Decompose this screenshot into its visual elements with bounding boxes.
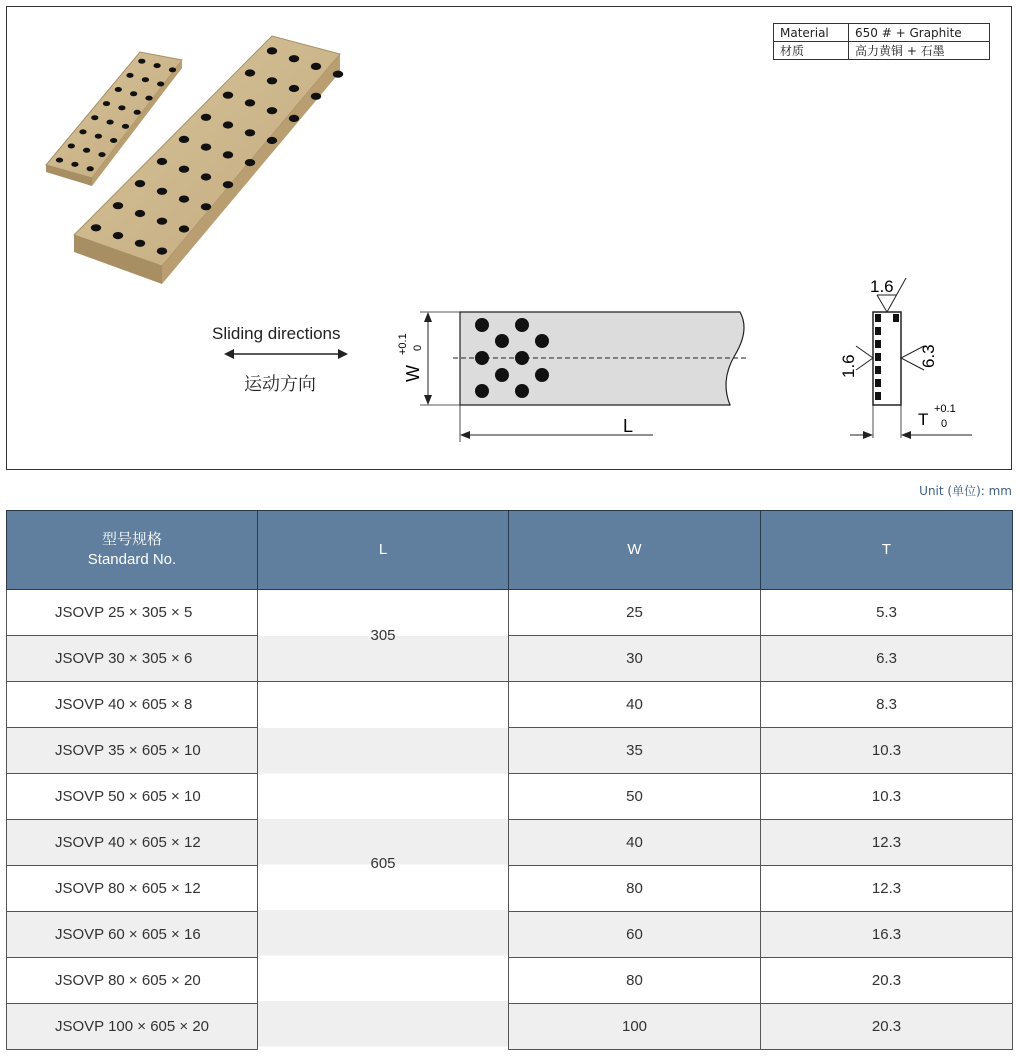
cell-t: 12.3 <box>761 866 1013 912</box>
graphite-hole <box>83 148 90 153</box>
cell-t: 12.3 <box>761 820 1013 866</box>
cell-t: 6.3 <box>761 636 1013 682</box>
l-value-305: 305 <box>370 627 396 644</box>
graphite-hole <box>179 225 189 232</box>
double-arrow-icon <box>224 347 348 361</box>
cell-model: JSOVP 80 × 605 × 12 <box>7 866 258 912</box>
header-t: T <box>761 511 1013 590</box>
table-row <box>7 682 1013 728</box>
cell-model: JSOVP 30 × 305 × 6 <box>7 636 258 682</box>
graphite-hole <box>289 85 299 92</box>
table-row <box>7 590 1013 636</box>
graphite-hole <box>135 210 145 217</box>
cell-model: JSOVP 80 × 605 × 20 <box>7 958 258 1004</box>
graphite-hole <box>169 67 176 72</box>
roughness-top: 1.6 <box>870 277 894 296</box>
cell-model: JSOVP 60 × 605 × 16 <box>7 912 258 958</box>
graphite-hole <box>115 87 122 92</box>
sliding-directions-cn: 运动方向 <box>244 374 316 395</box>
graphite-hole <box>223 121 233 128</box>
graphite-hole <box>154 63 161 68</box>
table-row <box>7 728 1013 774</box>
dim-t-tol-upper: +0.1 <box>934 403 956 415</box>
front-view-drawing <box>395 300 765 450</box>
graphite-hole <box>142 77 149 82</box>
cell-w: 100 <box>509 1004 761 1050</box>
dim-w-label: W <box>403 365 423 382</box>
header-model-cn: 型号规格 <box>101 531 162 548</box>
header-w: W <box>509 511 761 590</box>
graphite-hole <box>134 110 141 115</box>
graphite-hole <box>145 96 152 101</box>
graphite-hole <box>68 144 75 149</box>
graphite-hole <box>245 129 255 136</box>
material-table <box>773 23 990 60</box>
table-row <box>7 636 1013 682</box>
graphite-hole <box>223 92 233 99</box>
graphite-hole <box>245 69 255 76</box>
material-value: 650 # + Graphite <box>849 24 990 42</box>
graphite-hole <box>113 232 123 239</box>
graphite-hole <box>157 82 164 87</box>
unit-label: Unit (单位): mm <box>919 484 1012 498</box>
graphite-hole <box>333 71 343 78</box>
graphite-hole <box>267 137 277 144</box>
cell-t: 20.3 <box>761 958 1013 1004</box>
sliding-directions-en: Sliding directions <box>212 324 341 343</box>
table-row <box>7 820 1013 866</box>
graphite-hole <box>223 181 233 188</box>
cell-model: JSOVP 40 × 605 × 8 <box>7 682 258 728</box>
graphite-hole <box>98 152 105 157</box>
graphite-hole <box>107 120 114 125</box>
large-plate <box>74 36 343 284</box>
graphite-hole <box>56 158 63 163</box>
graphite-hole <box>135 180 145 187</box>
dim-w-tol-upper: +0.1 <box>397 333 409 355</box>
graphite-hole <box>289 115 299 122</box>
graphite-hole <box>223 151 233 158</box>
graphite-hole <box>79 129 86 134</box>
graphite-hole <box>87 166 94 171</box>
dim-t-tol-lower: 0 <box>941 418 948 430</box>
material-label-cn: 材质 <box>774 42 849 60</box>
cell-l-group <box>258 590 509 682</box>
cell-w: 50 <box>509 774 761 820</box>
cell-t: 20.3 <box>761 1004 1013 1050</box>
cell-t: 10.3 <box>761 728 1013 774</box>
material-value-cn: 高力黄铜 + 石墨 <box>849 42 990 60</box>
graphite-hole <box>157 158 167 165</box>
graphite-hole <box>311 63 321 70</box>
dim-w-tol-lower: 0 <box>412 344 424 351</box>
cell-w: 40 <box>509 820 761 866</box>
spec-table <box>6 510 1013 1050</box>
graphite-hole <box>130 91 137 96</box>
graphite-hole <box>157 188 167 195</box>
graphite-hole <box>267 77 277 84</box>
graphite-hole <box>71 162 78 167</box>
cell-t: 8.3 <box>761 682 1013 728</box>
table-row <box>7 774 1013 820</box>
cell-t: 16.3 <box>761 912 1013 958</box>
graphite-hole <box>201 114 211 121</box>
table-row <box>7 958 1013 1004</box>
graphite-hole <box>179 166 189 173</box>
dim-t-label: T <box>918 410 929 429</box>
graphite-hole <box>245 159 255 166</box>
graphite-hole <box>179 136 189 143</box>
cell-w: 80 <box>509 958 761 1004</box>
cell-w: 40 <box>509 682 761 728</box>
roughness-right: 6.3 <box>919 344 938 368</box>
roughness-left: 1.6 <box>839 354 858 378</box>
cell-t: 10.3 <box>761 774 1013 820</box>
cell-l-group <box>258 682 509 1050</box>
l-value-605: 605 <box>370 855 396 872</box>
cell-model: JSOVP 40 × 605 × 12 <box>7 820 258 866</box>
cell-w: 25 <box>509 590 761 636</box>
side-view-drawing <box>830 270 1000 450</box>
material-label: Material <box>774 24 849 42</box>
graphite-hole <box>135 240 145 247</box>
graphite-hole <box>289 55 299 62</box>
cell-model: JSOVP 100 × 605 × 20 <box>7 1004 258 1050</box>
graphite-hole <box>91 224 101 231</box>
cell-w: 60 <box>509 912 761 958</box>
header-model <box>7 511 258 590</box>
graphite-hole <box>103 101 110 106</box>
graphite-hole <box>113 202 123 209</box>
graphite-hole <box>179 196 189 203</box>
table-row <box>7 912 1013 958</box>
header-l: L <box>258 511 509 590</box>
graphite-hole <box>95 134 102 139</box>
table-row <box>7 1004 1013 1050</box>
table-row <box>7 866 1013 912</box>
graphite-hole <box>311 93 321 100</box>
cell-model: JSOVP 50 × 605 × 10 <box>7 774 258 820</box>
header-model-en: Standard No. <box>87 551 177 568</box>
graphite-hole <box>157 218 167 225</box>
graphite-hole <box>267 107 277 114</box>
graphite-hole <box>245 99 255 106</box>
graphite-hole <box>126 73 133 78</box>
graphite-hole <box>118 105 125 110</box>
graphite-hole <box>138 59 145 64</box>
cell-t: 5.3 <box>761 590 1013 636</box>
cell-w: 35 <box>509 728 761 774</box>
cell-w: 30 <box>509 636 761 682</box>
cell-model: JSOVP 35 × 605 × 10 <box>7 728 258 774</box>
graphite-hole <box>267 47 277 54</box>
cell-w: 80 <box>509 866 761 912</box>
graphite-hole <box>157 248 167 255</box>
product-illustration <box>40 30 350 290</box>
graphite-hole <box>110 138 117 143</box>
cell-model: JSOVP 25 × 305 × 5 <box>7 590 258 636</box>
graphite-hole <box>201 173 211 180</box>
graphite-hole <box>122 124 129 129</box>
graphite-hole <box>201 203 211 210</box>
graphite-hole <box>91 115 98 120</box>
dim-l-label: L <box>623 416 634 436</box>
graphite-hole <box>201 144 211 151</box>
